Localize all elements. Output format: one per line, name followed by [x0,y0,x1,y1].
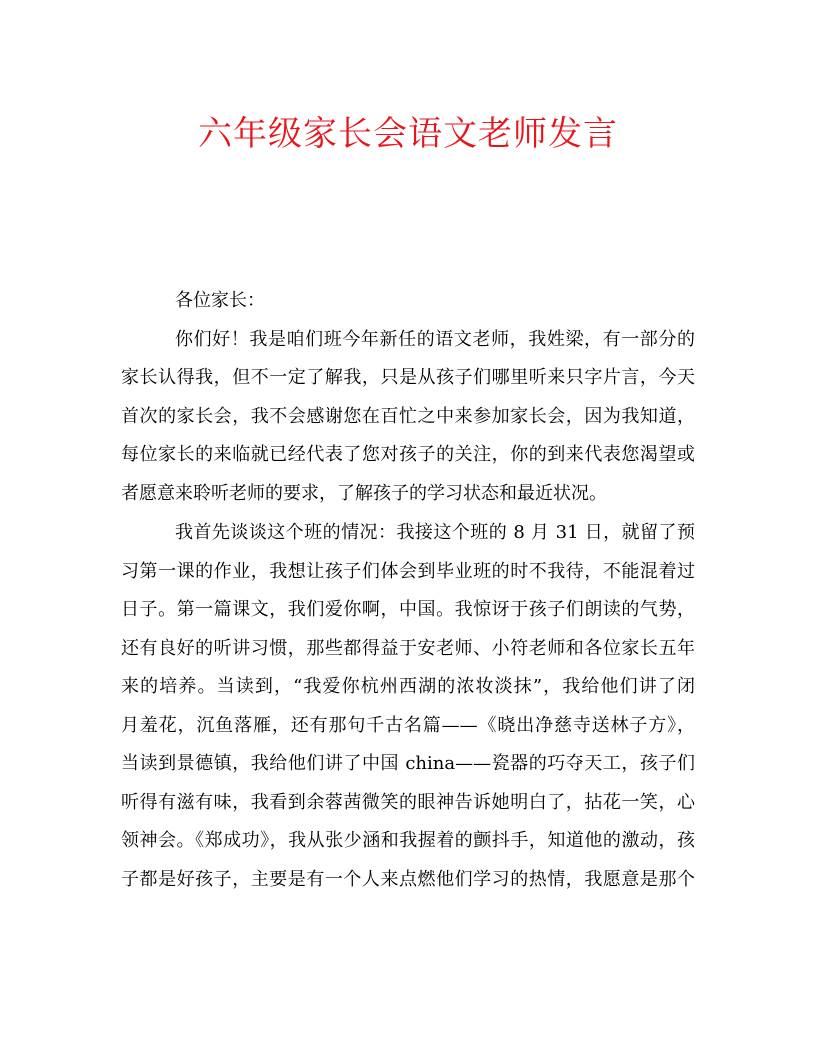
paragraph-line: 当读到景德镇，我给他们讲了中国 china——瓷器的巧夺天工，孩子们 [121,753,695,774]
paragraph-line: 还有良好的听讲习惯，那些都得益于安老师、小符老师和各位家长五年 [121,637,695,659]
paragraph-line: 日子。第一篇课文，我们爱你啊，中国。我惊讶于孩子们朗读的气势， [121,599,695,620]
paragraph-line: 我首先谈谈这个班的情况：我接这个班的 8 月 31 日，就留了预 [175,522,695,543]
paragraph-line: 领神会。《郑成功》，我从张少涵和我握着的颤抖手，知道他的激动，孩 [121,830,695,851]
document-body [121,282,695,899]
document-title: 六年级家长会语文老师发言 [198,114,618,154]
paragraph-line: 你们好！我是咱们班今年新任的语文老师，我姓梁，有一部分的 [175,328,695,350]
paragraph-line: 首次的家长会，我不会感谢您在百忙之中来参加家长会，因为我知道， [121,405,695,427]
paragraph-line: 者愿意来聆听老师的要求，了解孩子的学习状态和最近状况。 [121,482,607,504]
paragraph-line: 听得有滋有味，我看到余蓉茜微笑的眼神告诉她明白了，拈花一笑，心 [121,791,695,813]
salutation-line: 各位家长： [175,290,265,311]
paragraph-line: 来的培养。当读到，“我爱你杭州西湖的浓妆淡抹”，我给他们讲了闭 [121,676,695,697]
paragraph-line: 习第一课的作业，我想让孩子们体会到毕业班的时不我待，不能混着过 [121,560,695,582]
paragraph-line: 月羞花，沉鱼落雁，还有那句千古名篇——《晓出净慈寺送林子方》， [121,714,695,736]
paragraph-line: 每位家长的来临就已经代表了您对孩子的关注，你的到来代表您渴望或 [121,444,695,465]
paragraph-line: 子都是好孩子，主要是有一个人来点燃他们学习的热情，我愿意是那个 [121,868,695,890]
paragraph-line: 家长认得我，但不一定了解我，只是从孩子们哪里听来只字片言，今天 [121,367,695,388]
